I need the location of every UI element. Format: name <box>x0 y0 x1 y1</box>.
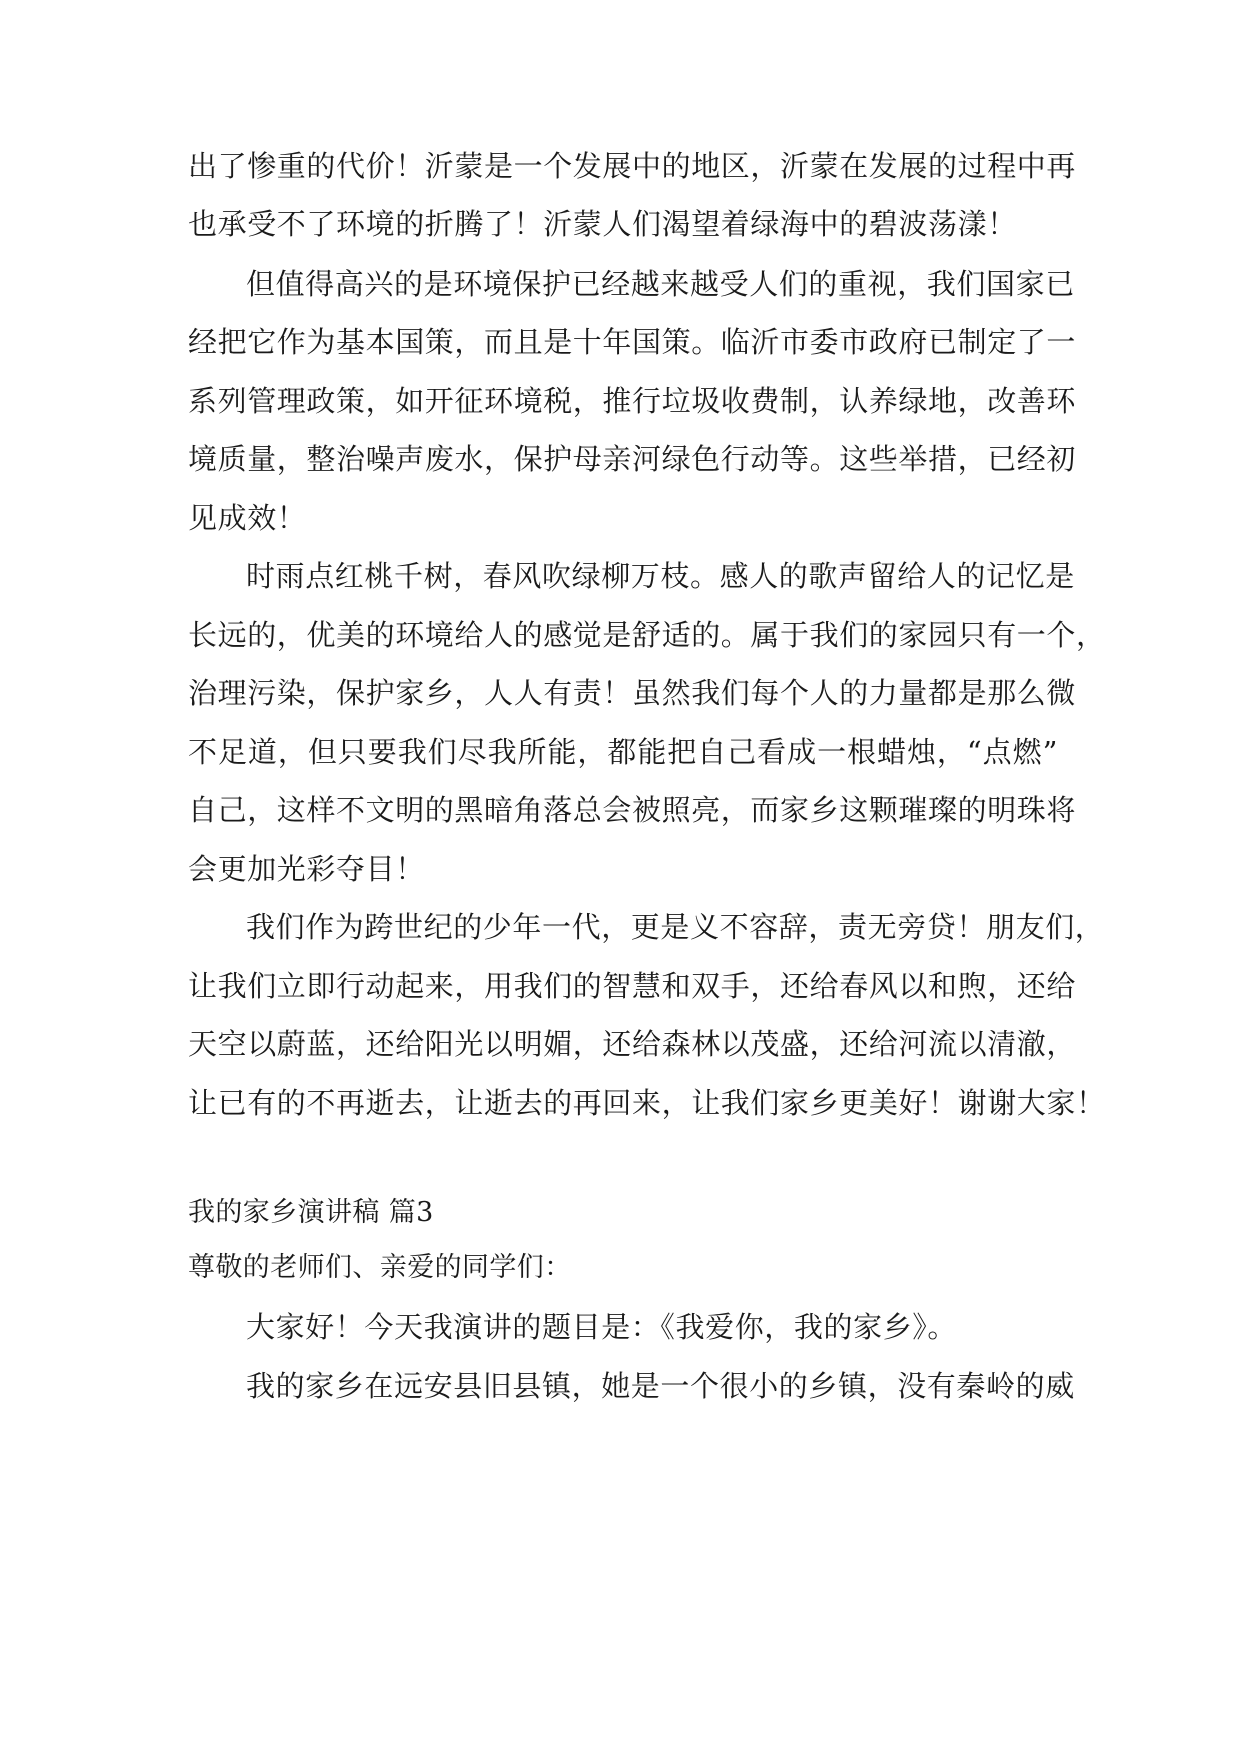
paragraph-line: 大家好！今天我演讲的题目是：《我爱你，我的家乡》。 <box>246 1310 958 1344</box>
section-title: 我的家乡演讲稿 篇3 <box>188 1197 434 1228</box>
paragraph-line: 我的家乡在远安县旧县镇，她是一个很小的乡镇，没有秦岭的威 <box>246 1369 1075 1403</box>
paragraph-line: 经把它作为基本国策，而且是十年国策。临沂市委市政府已制定了一 <box>188 325 1077 359</box>
paragraph-line: 但值得高兴的是环境保护已经越来越受人们的重视，我们国家已 <box>246 267 1075 301</box>
paragraph-line: 境质量，整治噪声废水，保护母亲河绿色行动等。这些举措，已经初 <box>188 442 1077 476</box>
paragraph-line: 让已有的不再逝去，让逝去的再回来，让我们家乡更美好！谢谢大家！ <box>188 1086 1106 1120</box>
paragraph-line: 长远的，优美的环境给人的感觉是舒适的。属于我们的家园只有一个， <box>188 618 1106 652</box>
paragraph-line: 时雨点红桃千树，春风吹绿柳万枝。感人的歌声留给人的记忆是 <box>246 559 1075 593</box>
paragraph-line: 自己，这样不文明的黑暗角落总会被照亮，而家乡这颗璀璨的明珠将 <box>188 793 1077 827</box>
paragraph-line: 我们作为跨世纪的少年一代，更是义不容辞，责无旁贷！朋友们， <box>246 910 1105 944</box>
paragraph-line: 让我们立即行动起来，用我们的智慧和双手，还给春风以和煦，还给 <box>188 969 1077 1003</box>
salutation: 尊敬的老师们、亲爱的同学们： <box>188 1252 572 1283</box>
paragraph-line: 也承受不了环境的折腾了！沂蒙人们渴望着绿海中的碧波荡漾！ <box>188 207 1017 241</box>
paragraph-line: 治理污染，保护家乡，人人有责！虽然我们每个人的力量都是那么微 <box>188 676 1077 710</box>
paragraph-line: 见成效！ <box>188 501 307 535</box>
paragraph-line: 系列管理政策，如开征环境税，推行垃圾收费制，认养绿地，改善环 <box>188 384 1077 418</box>
document-body <box>188 0 1106 1754</box>
paragraph-line: 天空以蔚蓝，还给阳光以明媚，还给森林以茂盛，还给河流以清澈， <box>188 1027 1077 1061</box>
paragraph-line: 不足道，但只要我们尽我所能，都能把自己看成一根蜡烛，“点燃” <box>188 735 1058 769</box>
paragraph-line: 出了惨重的代价！沂蒙是一个发展中的地区，沂蒙在发展的过程中再 <box>188 149 1077 183</box>
paragraph-line: 会更加光彩夺目！ <box>188 852 425 886</box>
